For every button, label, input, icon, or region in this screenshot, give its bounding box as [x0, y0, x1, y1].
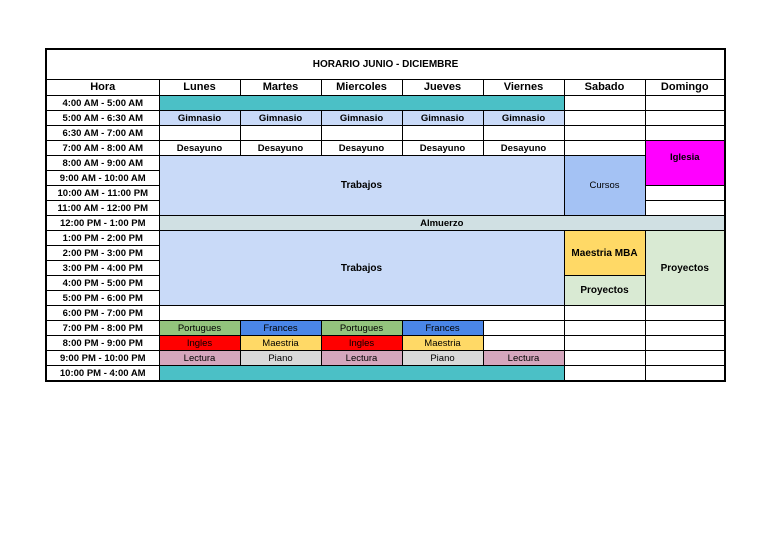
table-row — [46, 231, 725, 246]
empty-cell — [645, 201, 725, 216]
activity-proyectos-sabado: Proyectos — [564, 276, 645, 306]
header-martes: Martes — [240, 80, 321, 96]
hour-cell: 1:00 PM - 2:00 PM — [46, 231, 159, 246]
activity-lectura: Lectura — [321, 351, 402, 366]
empty-cell — [159, 126, 240, 141]
activity-almuerzo: Almuerzo — [159, 216, 725, 231]
activity-ingles: Ingles — [321, 336, 402, 351]
table-row — [46, 366, 725, 382]
empty-cell — [645, 336, 725, 351]
activity-desayuno: Desayuno — [402, 141, 483, 156]
table-row — [46, 111, 725, 126]
table-row — [46, 96, 725, 111]
header-lunes: Lunes — [159, 80, 240, 96]
empty-cell — [402, 126, 483, 141]
activity-maestria: Maestria — [240, 336, 321, 351]
sleep-block-night — [159, 366, 564, 382]
activity-trabajos-morning: Trabajos — [159, 156, 564, 216]
empty-cell — [645, 366, 725, 382]
activity-desayuno: Desayuno — [483, 141, 564, 156]
activity-gimnasio: Gimnasio — [321, 111, 402, 126]
hour-cell: 8:00 PM - 9:00 PM — [46, 336, 159, 351]
sleep-block-morning — [159, 96, 564, 111]
empty-cell — [483, 321, 564, 336]
hour-cell: 9:00 AM - 10:00 AM — [46, 171, 159, 186]
activity-desayuno: Desayuno — [240, 141, 321, 156]
header-viernes: Viernes — [483, 80, 564, 96]
empty-cell — [564, 306, 645, 321]
activity-maestria: Maestria — [402, 336, 483, 351]
empty-cell — [645, 96, 725, 111]
hour-cell: 8:00 AM - 9:00 AM — [46, 156, 159, 171]
activity-ingles: Ingles — [159, 336, 240, 351]
header-hora: Hora — [46, 80, 159, 96]
header-domingo: Domingo — [645, 80, 725, 96]
empty-cell — [645, 321, 725, 336]
empty-cell — [645, 186, 725, 201]
hour-cell: 2:00 PM - 3:00 PM — [46, 246, 159, 261]
table-row — [46, 336, 725, 351]
empty-cell — [564, 126, 645, 141]
empty-cell — [564, 141, 645, 156]
hour-cell: 4:00 PM - 5:00 PM — [46, 276, 159, 291]
hour-cell: 3:00 PM - 4:00 PM — [46, 261, 159, 276]
activity-maestria-mba: Maestria MBA — [564, 231, 645, 276]
hour-cell: 5:00 AM - 6:30 AM — [46, 111, 159, 126]
empty-cell — [645, 351, 725, 366]
header-miercoles: Miercoles — [321, 80, 402, 96]
empty-cell — [240, 126, 321, 141]
activity-frances: Frances — [240, 321, 321, 336]
activity-cursos: Cursos — [564, 156, 645, 216]
activity-gimnasio: Gimnasio — [402, 111, 483, 126]
hour-cell: 7:00 AM - 8:00 AM — [46, 141, 159, 156]
empty-cell — [159, 306, 564, 321]
hour-cell: 5:00 PM - 6:00 PM — [46, 291, 159, 306]
empty-cell — [564, 321, 645, 336]
empty-cell — [483, 336, 564, 351]
hour-cell: 10:00 PM - 4:00 AM — [46, 366, 159, 382]
activity-iglesia: Iglesia — [645, 141, 725, 186]
empty-cell — [483, 126, 564, 141]
empty-cell — [564, 351, 645, 366]
table-row — [46, 156, 725, 171]
empty-cell — [645, 111, 725, 126]
activity-gimnasio: Gimnasio — [159, 111, 240, 126]
activity-lectura: Lectura — [159, 351, 240, 366]
empty-cell — [564, 366, 645, 382]
hour-cell: 7:00 PM - 8:00 PM — [46, 321, 159, 336]
header-jueves: Jueves — [402, 80, 483, 96]
activity-frances: Frances — [402, 321, 483, 336]
hour-cell: 11:00 AM - 12:00 PM — [46, 201, 159, 216]
activity-portugues: Portugues — [159, 321, 240, 336]
empty-cell — [645, 126, 725, 141]
hour-cell: 6:30 AM - 7:00 AM — [46, 126, 159, 141]
empty-cell — [564, 336, 645, 351]
hour-cell: 6:00 PM - 7:00 PM — [46, 306, 159, 321]
hour-cell: 10:00 AM - 11:00 PM — [46, 186, 159, 201]
table-row — [46, 351, 725, 366]
activity-portugues: Portugues — [321, 321, 402, 336]
table-row — [46, 306, 725, 321]
activity-piano: Piano — [240, 351, 321, 366]
activity-gimnasio: Gimnasio — [240, 111, 321, 126]
table-row — [46, 126, 725, 141]
header-row — [46, 80, 725, 96]
activity-proyectos-domingo: Proyectos — [645, 231, 725, 306]
schedule-table — [45, 48, 726, 382]
activity-trabajos-afternoon: Trabajos — [159, 231, 564, 306]
hour-cell: 12:00 PM - 1:00 PM — [46, 216, 159, 231]
activity-lectura: Lectura — [483, 351, 564, 366]
header-sabado: Sabado — [564, 80, 645, 96]
empty-cell — [645, 306, 725, 321]
activity-gimnasio: Gimnasio — [483, 111, 564, 126]
activity-desayuno: Desayuno — [159, 141, 240, 156]
empty-cell — [564, 111, 645, 126]
title-row — [46, 49, 725, 80]
table-row — [46, 321, 725, 336]
hour-cell: 9:00 PM - 10:00 PM — [46, 351, 159, 366]
schedule-title: HORARIO JUNIO - DICIEMBRE — [46, 49, 725, 80]
empty-cell — [564, 96, 645, 111]
activity-piano: Piano — [402, 351, 483, 366]
empty-cell — [321, 126, 402, 141]
table-row — [46, 141, 725, 156]
table-row — [46, 216, 725, 231]
activity-desayuno: Desayuno — [321, 141, 402, 156]
hour-cell: 4:00 AM - 5:00 AM — [46, 96, 159, 111]
